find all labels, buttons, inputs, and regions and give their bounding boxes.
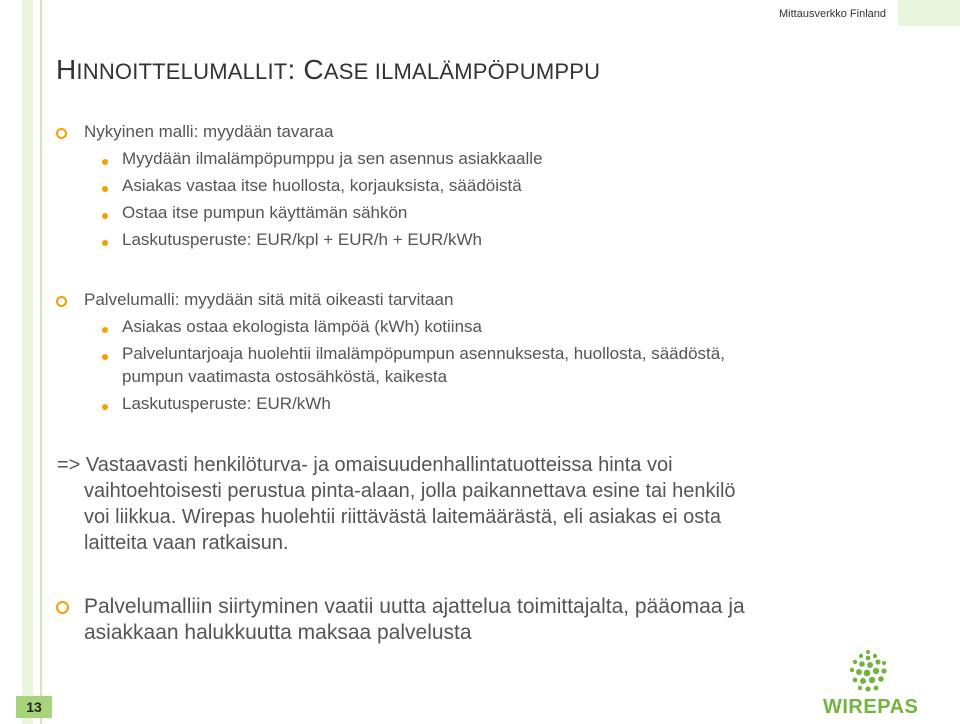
ring-bullet-icon bbox=[56, 601, 69, 614]
dot-bullet-icon bbox=[102, 240, 108, 246]
page-title bbox=[56, 54, 600, 86]
dot-bullet-icon bbox=[102, 354, 108, 360]
conclusion-line: => Vastaavasti henkilöturva- ja omaisuudenhallintatuotteissa hinta voi bbox=[57, 454, 673, 476]
final-line: Palvelumalliin siirtyminen vaatii uutta ajattelua toimittajalta, pääomaa ja bbox=[84, 595, 745, 618]
list-item: Asiakas ostaa ekologista lämpöä (kWh) kotiinsa bbox=[122, 317, 482, 336]
title-initial-1: H bbox=[56, 54, 77, 85]
dot-bullet-icon bbox=[102, 213, 108, 219]
header-accent-box bbox=[898, 0, 960, 26]
section1-heading: Nykyinen malli: myydään tavaraa bbox=[84, 122, 334, 141]
dot-bullet-icon bbox=[102, 186, 108, 192]
wirepas-logo-icon bbox=[845, 648, 891, 694]
dot-bullet-icon bbox=[102, 159, 108, 165]
conclusion-line: voi liikkua. Wirepas huolehtii riittävästä laitemäärästä, eli asiakas ei osta bbox=[84, 506, 721, 528]
list-item: Laskutusperuste: EUR/kWh bbox=[122, 394, 331, 413]
dot-bullet-icon bbox=[102, 327, 108, 333]
dot-bullet-icon bbox=[102, 404, 108, 410]
list-item: Asiakas vastaa itse huollosta, korjauksista, säädöistä bbox=[122, 176, 522, 195]
title-part-2: ASE ILMALÄMPÖPUMPPU bbox=[323, 59, 601, 84]
page-number: 13 bbox=[16, 696, 52, 718]
title-part-1: INNOITTELUMALLIT bbox=[76, 59, 288, 84]
ring-bullet-icon bbox=[56, 128, 67, 139]
list-item: Palveluntarjoaja huolehtii ilmalämpöpumpun asennuksesta, huollosta, säädöstä, bbox=[122, 344, 725, 363]
ring-bullet-icon bbox=[56, 296, 67, 307]
left-decor-bar bbox=[22, 0, 33, 724]
wirepas-logo-text: WIREPAS bbox=[823, 696, 919, 718]
final-line: asiakkaan halukkuutta maksaa palvelusta bbox=[84, 621, 472, 644]
header-brand: Mittausverkko Finland bbox=[779, 8, 886, 20]
list-item: Laskutusperuste: EUR/kpl + EUR/h + EUR/kWh bbox=[122, 230, 482, 249]
list-item-continuation: pumpun vaatimasta ostosähköstä, kaikesta bbox=[122, 367, 448, 386]
left-decor-line bbox=[40, 0, 42, 724]
list-item: Myydään ilmalämpöpumppu ja sen asennus asiakkaalle bbox=[122, 149, 543, 168]
list-item: Ostaa itse pumpun käyttämän sähkön bbox=[122, 203, 408, 222]
section2-heading: Palvelumalli: myydään sitä mitä oikeasti tarvitaan bbox=[84, 290, 454, 309]
conclusion-line: vaihtoehtoisesti perustua pinta-alaan, jolla paikannettava esine tai henkilö bbox=[84, 480, 736, 502]
title-separator: : C bbox=[287, 54, 324, 85]
conclusion-line: laitteita vaan ratkaisun. bbox=[84, 532, 289, 554]
